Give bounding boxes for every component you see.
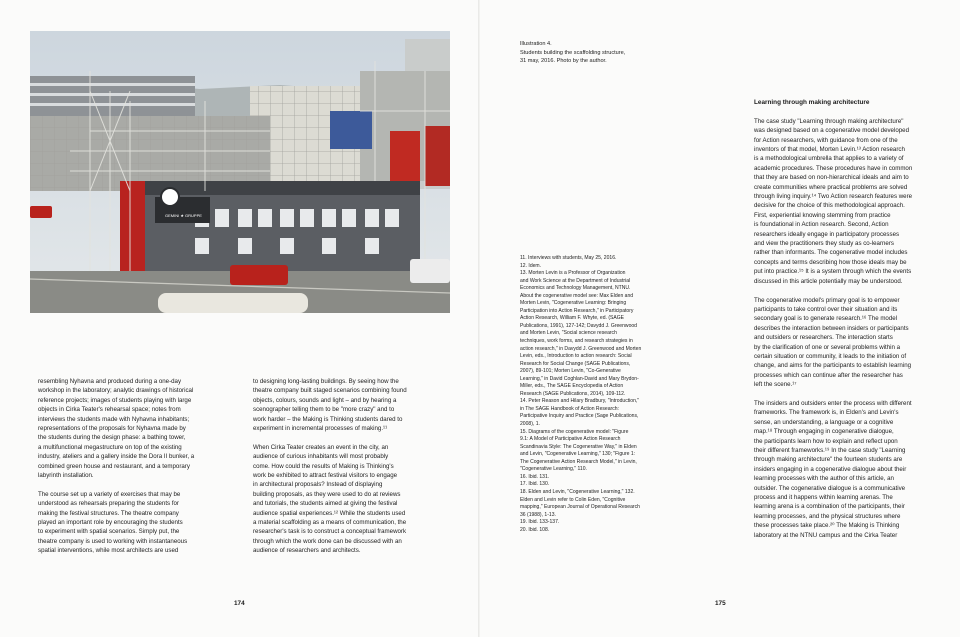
endnotes: 11. Interviews with students, May 25, 2016. 12. Idem. 13. Morten Levin is a Professor of Organization and Work Science at the Department of Industrial Economics and Technology Management, NTNU. About the cogenerative model see: Max Elden and Morten Levin, "Cogenerative Learning: Bringing Participation into Action Research," in Participatory Action Research, William F. Whyte, ed. (SAGE Publications, 1991), 127-142; Davydd J. Greenwood and Morten Levin, "Social science research techniques, work forms, and research strategies in action research," in Davydd J. Greenwood and Morten Levin, eds., Introduction to action research: Social Research for Social Change (SAGE Publications, 2007), 89-101; Morten Levin, "Co-Generative Learning," in David Coghlan-David and Mary Brydon- Miller, eds., The SAGE Encyclopedia of Action Research (SAGE Publications, 2014), 109-112. 14. Peter Reason and Hilary Bradbury, "Introduction," in The SAGE Handbook of Action Research: Participative Inquiry and Practice (Sage Publications, 2008), 1. 15. Diagrams of the cogenerative model: "Figure 9.1: A Model of Participative Action Research Scandinavia Style: The Cogenerative Way," in Elden and Levin, "Cogenerative Learning," 130; "Figure 1: The Cogenerative Action Research Model," in Levin, "Cogenerative Learning," 110. 16. Ibid. 131. 17. Ibid. 130. 18. Elden and Levin, "Cogenerative Learning," 132. Elden and Levin refer to Colin Eden, "Cognitive mapping," European Journal of Operational Research 36 (1988), 1-13. 19. Ibid. 133-137. 20. Ibid. 108. — [520, 255, 642, 533]
left-column-2 — [253, 377, 458, 565]
left-column-1 — [38, 377, 238, 565]
paragraph: The cogenerative model's primary goal is to empower participants to take control over their situation and its secondary goal is to generate research.¹⁶ The model describes the interaction between insiders or participants and outsiders or researchers. The interaction starts by the clarification of one or several problems within a certain situation or community, it leads to the initiation of change, and aims for the participants to establish learning processes which can continue after the researcher has left the scene.¹⁷ — [754, 296, 912, 389]
paragraph: The insiders and outsiders enter the process with different frameworks. The framework is, in Elden's and Levin's sense, an understanding, a language or a cognitive map.¹⁸ Through engaging in cogenerative dialogue, the participants learn how to explain and reflect upon their different frameworks.¹⁹ In the case study "Learning through making architecture" the fourteen students are insiders engaging in a cogenerative dialogue about their learning processes with the author of this article, an outsider. The cogenerative dialogue is a communicative process and it happens within learning arenas. The learning arena is a combination of the participants, their learning processes, and the physical structures where these processes take place.²⁰ The Making is Thinking laboratory at the NTNU campus and the Cirka Teater — [754, 399, 912, 539]
page-number-right: 175 — [715, 600, 726, 607]
paragraph: resembling Nyhavna and produced during a one-day workshop in the laboratory; analytic drawings of historical reference projects; images of students playing with large objects in Cirka Teater's rehearsal space; notes from interviews the students made with Nyhavna inhabitants; representations of the proposals for Nyhavna made by the students during the design phase: a bathing tower, a multifunctional megastructure on top of the existing industry, ateliers and a gallery inside the Dora II bunker, a combined green house and restaurant, and a temporary labyrinth installation. — [38, 378, 195, 480]
building-sign-text: GEMINI ★ GRUPPE — [165, 213, 202, 218]
page-number-left: 174 — [234, 600, 245, 607]
paragraph: The case study "Learning through making architecture" was designed based on a cogenerative model developed for Action researchers, with guidance from one of the inventors of that model, Morten Levin.¹³ Action research is a methodological umbrella that applies to a variety of academic procedures. These procedures have in common that they are based on non-hierarchical ideals and aim to create communities where practical problems are solved through living inquiry.¹⁴ Two Action research features were decisive for the choice of this methodological approach. First, experiential knowing stemming from practice is foundational in Action research. Second, Action researchers ideally engage in participatory processes and view the practitioners they study as co-learners rather than informants. The cogenerative model includes concepts and terms describing how those ideals may be put into practice.¹⁵ It is a system through which the events discussed in this article potentially may be understood. — [754, 117, 913, 285]
right-column — [754, 98, 936, 549]
section-heading: Learning through making architecture — [754, 99, 870, 106]
paragraph: to designing long-lasting buildings. By seeing how the theatre company built staged scenarios combining found objects, colours, sounds and light – and by hearing a scenographer telling them to be "more crazy" and to work harder – the Making is Thinking students dared to experiment in incremental processes of making.¹¹ — [253, 378, 407, 433]
paragraph: The course set up a variety of exercises that may be understood as rehearsals preparing the students for making the festival structures. The theatre company played an important role by encouraging the students to experiment with spatial scenarios. Simply put, the theatre company is used to working with instantaneous spatial interventions, while most architects are used — [38, 490, 188, 555]
paragraph: When Cirka Teater creates an event in the city, an audience of curious inhabitants will most probably come. How could the results of Making is Thinking's work be exhibited to attract festival visitors to engage in architectural proposals? Instead of displaying building proposals, as they were used to do at reviews and tutorials, the students aimed at giving the festival audience spatial experiences.¹² While the students used a material scaffolding as a means of communication, the researcher's task is to construct a conceptual framework through which the work done can be discussed with an audience of researchers and architects. — [253, 443, 407, 555]
scaffolding-photo — [30, 31, 450, 313]
photo-caption: Illustration 4. Students building the scaffolding structure, 31 may, 2016. Photo by the author. — [520, 41, 626, 65]
